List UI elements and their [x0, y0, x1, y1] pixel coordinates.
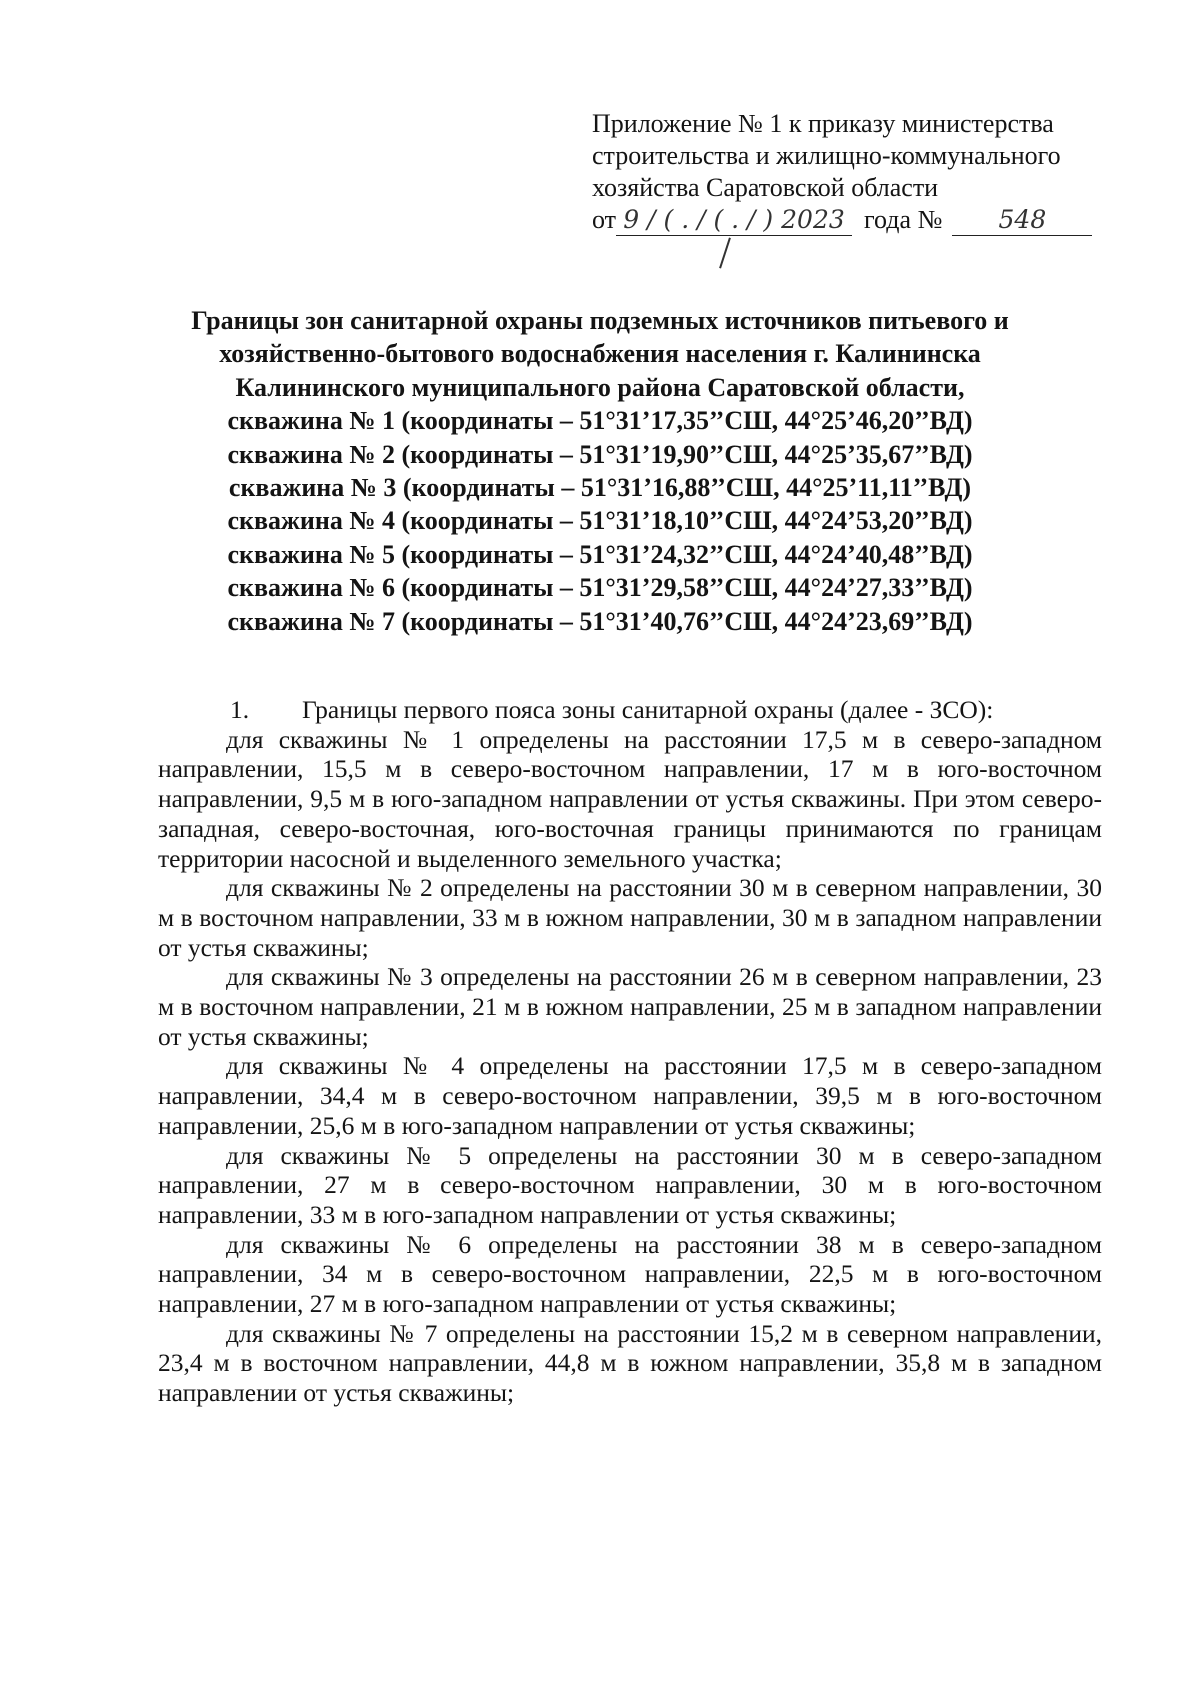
handwritten-stroke	[719, 237, 731, 268]
appendix-line-1: Приложение № 1 к приказу министерства	[592, 109, 1054, 138]
title-line-3: Калининского муниципального района Саратовской области,	[235, 372, 965, 402]
paragraph-well-2: для скважины № 2 определены на расстоянии 30 м в северном направлении, 30 м в восточном направлении, 33 м в южном направлении, 30 м в западном направлении от устья скважины;	[158, 873, 1102, 962]
section-1	[158, 695, 1102, 1408]
paragraph-well-1: для скважины № 1 определены на расстоянии 17,5 м в северо-западном направлении, 15,5 м в северо-восточном направлении, 17 м в юго-восточном направлении, 9,5 м в юго-западном направлении от устья скважины. При этом северо-западная, северо-восточная, юго-восточная границы принимаются по границам территории насосной и выделенного земельного участка;	[158, 724, 1102, 873]
paragraph-well-5: для скважины № 5 определены на расстоянии 30 м в северо-западном направлении, 27 м в северо-восточном направлении, 30 м в юго-восточном направлении, 33 м в юго-западном направлении от устья скважины;	[158, 1140, 1102, 1229]
appendix-line-2: строительства и жилищно-коммунального	[592, 141, 1061, 170]
well-7-coordinates: скважина № 7 (координаты – 51°31’40,76’’СШ, 44°24’23,69’’ВД)	[227, 606, 973, 636]
well-4-coordinates: скважина № 4 (координаты – 51°31’18,10’’СШ, 44°24’53,20’’ВД)	[227, 506, 973, 536]
date-middle-label: года №	[864, 205, 943, 234]
title-line-1: Границы зон санитарной охраны подземных источников питьевого и	[191, 306, 1009, 335]
handwritten-number	[952, 205, 1092, 236]
handwritten-number-text: 548	[998, 205, 1047, 234]
appendix-line-3: хозяйства Саратовской области	[592, 173, 939, 202]
paragraph-well-4: для скважины № 4 определены на расстоянии 17,5 м в северо-западном направлении, 34,4 м в северо-восточном направлении, 39,5 м в юго-восточном направлении, 25,6 м в юго-западном направлении от устья скважины;	[158, 1051, 1102, 1140]
well-3-coordinates: скважина № 3 (координаты – 51°31’16,88’’СШ, 44°25’11,11’’ВД)	[228, 473, 972, 503]
section-1-heading	[158, 695, 1102, 725]
well-6-coordinates: скважина № 6 (координаты – 51°31’29,58’’СШ, 44°24’27,33’’ВД)	[227, 573, 973, 603]
document-title	[140, 304, 1060, 638]
appendix-header	[592, 108, 1112, 236]
paragraph-well-6: для скважины № 6 определены на расстоянии 38 м в северо-западном направлении, 34 м в северо-восточном направлении, 22,5 м в юго-восточном направлении, 27 м в юго-западном направлении от устья скважины;	[158, 1229, 1102, 1319]
paragraph-well-7: для скважины № 7 определены на расстоянии 15,2 м в северном направлении, 23,4 м в восточном направлении, 44,8 м в южном направлении, 35,8 м в западном направлении от устья скважины;	[158, 1318, 1102, 1408]
section-heading-text: Границы первого пояса зоны санитарной охраны (далее - ЗСО):	[302, 695, 994, 724]
title-line-2: хозяйственно-бытового водоснабжения населения г. Калининска	[219, 339, 981, 369]
well-1-coordinates: скважина № 1 (координаты – 51°31’17,35’’СШ, 44°25’46,20’’ВД)	[227, 406, 973, 436]
well-5-coordinates: скважина № 5 (координаты – 51°31’24,32’’СШ, 44°24’40,48’’ВД)	[227, 539, 973, 569]
date-number-line	[592, 204, 1112, 236]
date-prefix: от	[592, 205, 617, 234]
paragraph-well-3: для скважины № 3 определены на расстоянии 26 м в северном направлении, 23 м в восточном направлении, 21 м в южном направлении, 25 м в западном направлении от устья скважины;	[158, 962, 1102, 1051]
well-2-coordinates: скважина № 2 (координаты – 51°31’19,90’’СШ, 44°25’35,67’’ВД)	[227, 439, 973, 469]
handwritten-date-text: 9 / ( . / ( . / ) 2023	[623, 205, 845, 234]
section-number: 1.	[230, 695, 250, 724]
handwritten-date	[616, 205, 852, 236]
